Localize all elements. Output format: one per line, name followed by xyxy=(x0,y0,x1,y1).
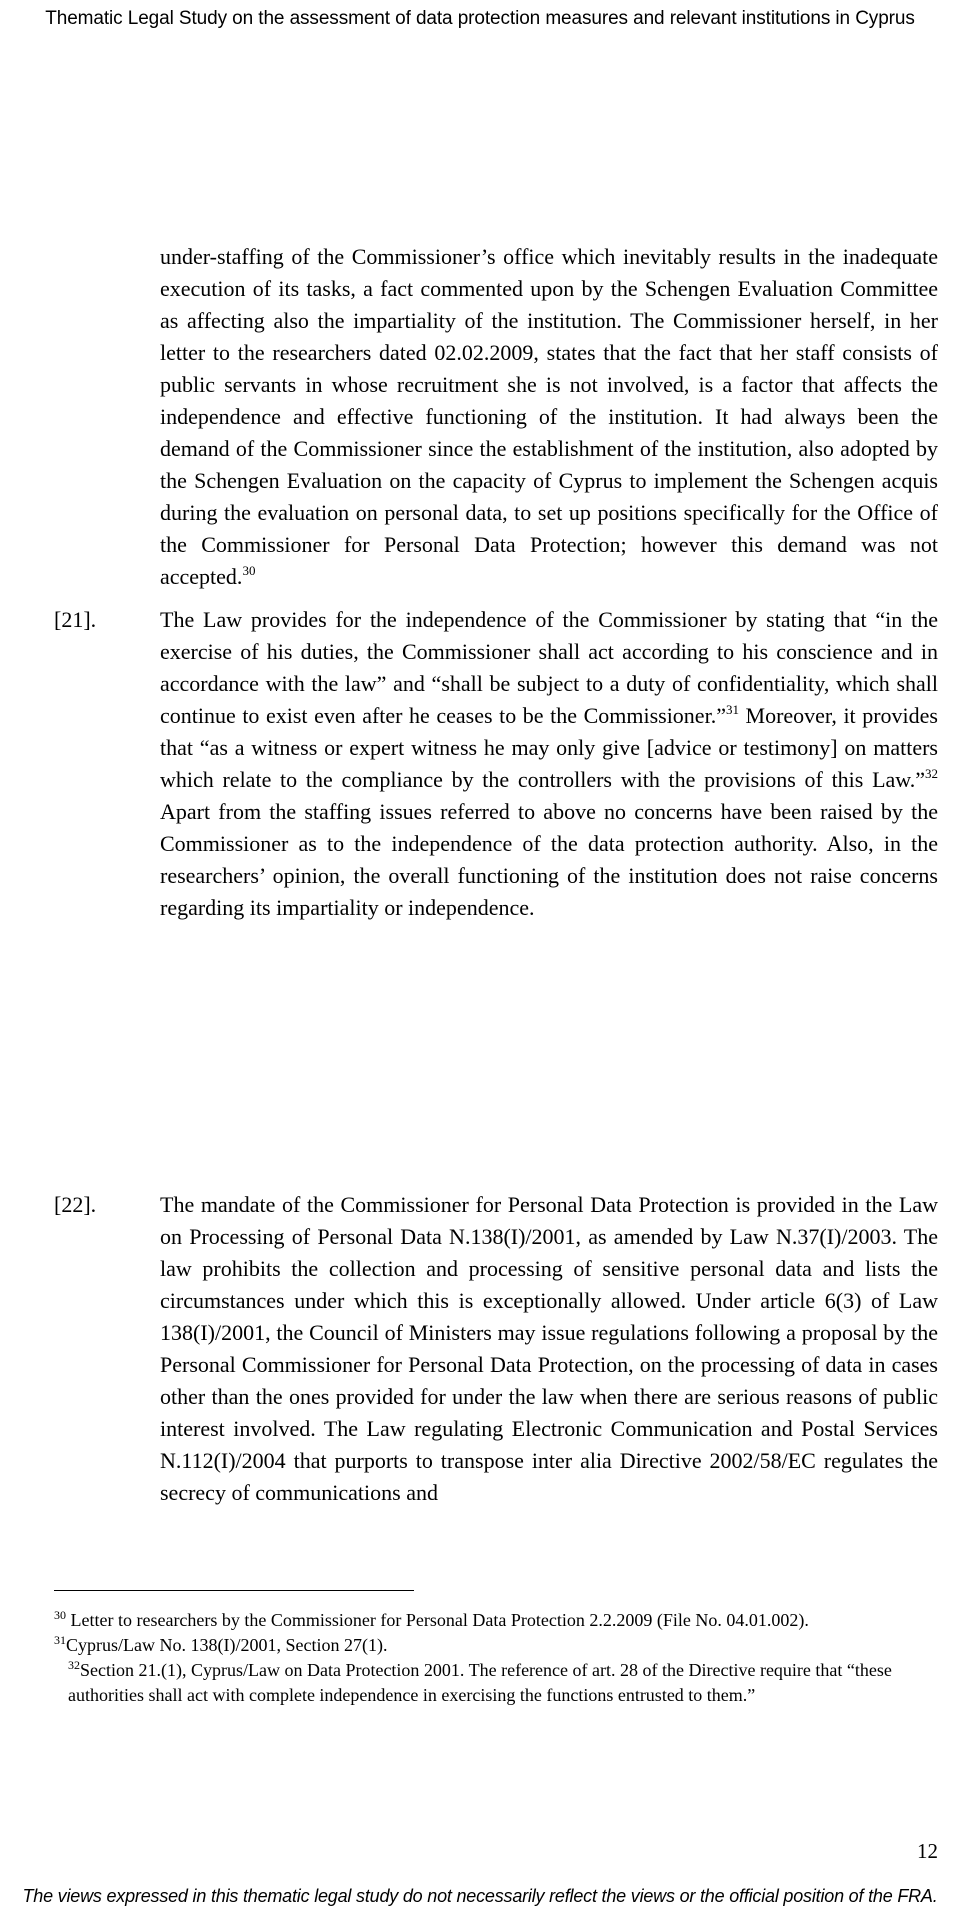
footnote-marker: 31 xyxy=(54,1633,66,1647)
paragraph-continued xyxy=(160,241,938,593)
paragraph-number-21: [21]. xyxy=(54,607,97,632)
footnotes xyxy=(54,1608,938,1708)
footnote-ref-32[interactable]: 32 xyxy=(925,766,938,781)
footnote-text: Cyprus/Law No. 138(I)/2001, Section 27(1). xyxy=(66,1635,388,1655)
footnote-marker: 32 xyxy=(68,1658,80,1672)
footnote-ref-31[interactable]: 31 xyxy=(725,702,739,717)
paragraph-number-22: [22]. xyxy=(54,1192,97,1217)
footnote-marker: 30 xyxy=(54,1608,66,1622)
paragraph-text: Moreover, it provides that “as a witness or expert witness he may only give [advice or testimony] on matters which relate to the compliance by the controllers with the provisions of this Law.” xyxy=(160,703,938,792)
footnote-separator xyxy=(54,1590,414,1591)
page-number: 12 xyxy=(917,1839,938,1863)
footnote-32 xyxy=(54,1658,938,1708)
footnote-text: Letter to researchers by the Commissioner for Personal Data Protection 2.2.2009 (File No. 04.01.002). xyxy=(66,1610,809,1630)
running-header: Thematic Legal Study on the assessment of data protection measures and relevant institutions in Cyprus xyxy=(45,8,915,29)
paragraph-text: Apart from the staffing issues referred to above no concerns have been raised by the Commissioner as to the independence of the data protection authority. Also, in the researchers’ opinion, the overall functioning of the institution does not raise concerns regarding its impartiality or independence. xyxy=(160,799,938,920)
paragraph-text: under-staffing of the Commissioner’s office which inevitably results in the inadequate execution of its tasks, a fact commented upon by the Schengen Evaluation Committee as affecting also the impartiality of the institution. The Commissioner herself, in her letter to the researchers dated 02.02.2009, states that the fact that her staff consists of public servants in whose recruitment she is not involved, is a factor that affects the independence and effective functioning of the institution. It had always been the demand of the Commissioner since the establishment of the institution, also adopted by the Schengen Evaluation on the capacity of Cyprus to implement the Schengen acquis during the evaluation on personal data, to set up positions specifically for the Office of the Commissioner for Personal Data Protection; however this demand was not accepted. xyxy=(160,244,938,589)
disclaimer-footer: The views expressed in this thematic legal study do not necessarily reflect the views or the official position of the FRA. xyxy=(22,1886,938,1906)
paragraph-text: The Law provides for the independence of the Commissioner by stating that “in the exercise of his duties, the Commissioner shall act according to his conscience and in accordance with the law” and “shall be subject to a duty of confidentiality, which shall continue to exist even after he ceases to be the Commissioner.” xyxy=(160,607,938,728)
paragraph-text: The mandate of the Commissioner for Personal Data Protection is provided in the Law on Processing of Personal Data N.138(I)/2001, as amended by Law N.37(I)/2003. The law prohibits the collection and processing of sensitive personal data and lists the circumstances under which this is exceptionally allowed. Under article 6(3) of Law 138(I)/2001, the Council of Ministers may issue regulations following a proposal by the Personal Commissioner for Personal Data Protection, on the processing of data in cases other than the ones provided for under the law when there are serious reasons of public interest involved. The Law regulating Electronic Communication and Postal Services N.112(I)/2004 that purports to transpose inter alia Directive 2002/58/EC regulates the secrecy of communications and xyxy=(160,1192,938,1505)
footnote-ref-30[interactable]: 30 xyxy=(242,563,256,578)
paragraph-22 xyxy=(160,1189,938,1509)
paragraph-21 xyxy=(160,604,938,924)
footnote-30 xyxy=(54,1608,938,1633)
footnote-text: Section 21.(1), Cyprus/Law on Data Protection 2001. The reference of art. 28 of the Directive require that “these authorities shall act with complete independence in exercising the functions entrusted to them.” xyxy=(68,1660,892,1705)
footnote-31 xyxy=(54,1633,938,1658)
